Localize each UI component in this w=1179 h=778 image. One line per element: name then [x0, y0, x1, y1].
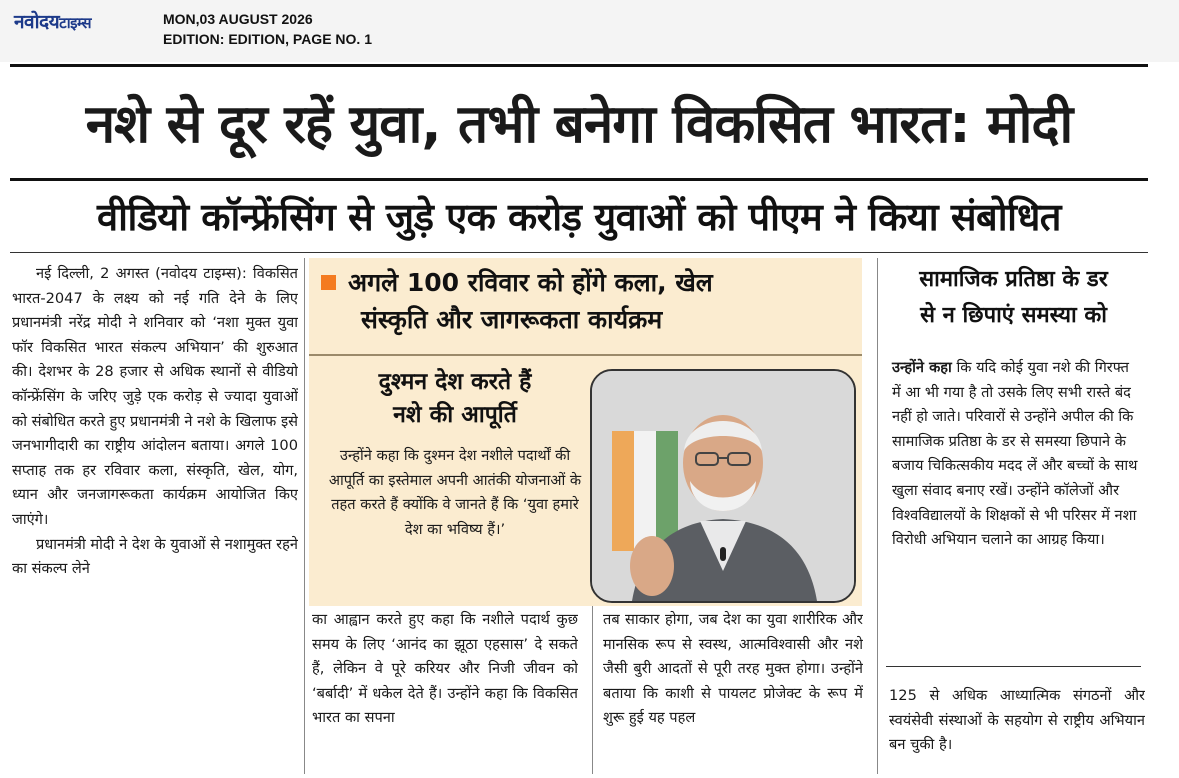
article-column-1 [12, 262, 298, 774]
top-divider [10, 64, 1148, 67]
subheadline-divider [10, 252, 1148, 253]
sidebar-box [886, 260, 1141, 665]
article-headline: नशे से दूर रहें युवा, तभी बनेगा विकसित भारत: मोदी [85, 94, 1073, 155]
speaker-photo[interactable] [590, 369, 856, 603]
article-subheadline: वीडियो कॉन्फ्रेंसिंग से जुड़े एक करोड़ युवाओं को पीएम ने किया संबोधित [97, 195, 1061, 239]
headline-divider [10, 178, 1148, 181]
newspaper-logo[interactable] [14, 8, 91, 34]
portrait-illustration [592, 371, 854, 601]
highlight-title-line-1: अगले 100 रविवार को होंगे कला, खेल [348, 268, 713, 297]
column-divider-1 [304, 258, 305, 774]
masthead-bar [0, 0, 1179, 62]
edition-date: MON,03 AUGUST 2026 [163, 11, 313, 27]
sidebar-text-lead: उन्होंने कहा [892, 359, 952, 376]
column-1-paragraph-1: नई दिल्ली, 2 अगस्त (नवोदय टाइम्स): विकसित भारत-2047 के लक्ष्य को नई गति देने के लिए प्रधानमंत्री नरेंद्र मोदी ने शनिवार को ‘नशा मुक्त युवा फॉर विकसित भारत संकल्प अभियान’ की शुरुआत की। देशभर के 28 हजार से अधिक स्थानों से वीडियो कॉन्फ्रेंसिंग के जरिए जुड़े एक करोड़ से ज्यादा युवाओं को संबोधित करते हुए प्रधानमंत्री ने नशे के खिलाफ इसे जनभागीदारी का राष्ट्रीय आंदोलन बताया। अगले 100 सप्ताह तक हर रविवार कला, संस्कृति, खेल, योग, ध्यान और जनजागरूकता कार्यक्रम आयोजित किए जाएंगे। [12, 265, 298, 528]
highlight-subtitle-line-2: नशे की आपूर्ति [393, 402, 517, 428]
sidebar-title-line-1: सामाजिक प्रतिष्ठा के डर [919, 267, 1108, 292]
article-column-3: तब साकार होगा, जब देश का युवा शारीरिक और मानसिक रूप से स्वस्थ, आत्मविश्वासी और नशे जैसी बुरी आदतों से पूरी तरह मुक्त होगा। उन्होंने बताया कि काशी से पायलट प्रोजेक्ट के रूप में शुरू हुई यह पहल [603, 611, 863, 727]
article-column-2: का आह्वान करते हुए कहा कि नशीले पदार्थ कुछ समय के लिए ‘आनंद का झूठा एहसास’ दे सकते हैं, लेकिन वे पूरे करियर और निजी जीवन को ‘बर्बादी’ में धकेल देते हैं। उन्होंने कहा कि विकसित भारत का सपना [312, 611, 578, 727]
highlight-subtitle-line-1: दुश्मन देश करते हैं [378, 369, 532, 395]
highlight-box-title [321, 264, 851, 338]
sidebar-title [886, 262, 1141, 334]
column-1-paragraph-2: प्रधानमंत्री मोदी ने देश के युवाओं से नशामुक्त रहने का संकल्प लेने [12, 535, 298, 578]
sidebar-text-rest: कि यदि कोई युवा नशे की गिरफ्त में आ भी गया है तो उसके लिए सभी रास्ते बंद नहीं हो जाते। परिवारों से उन्होंने अपील की कि सामाजिक प्रतिष्ठा के डर से समस्या छिपाने के बजाय चिकित्सकीय मदद लें और बच्चों के साथ खुला संवाद बनाए रखें। उन्होंने कॉलेजों और विश्वविद्यालयों के शिक्षकों से भी परिसर में नशा विरोधी अभियान चलाने का आग्रह किया। [892, 359, 1138, 549]
logo-main-text: नवोदय [14, 11, 60, 33]
logo-sub-text: टाइम्स [59, 14, 91, 32]
highlight-box-subtitle [323, 366, 587, 432]
edition-page: EDITION: EDITION, PAGE NO. 1 [163, 31, 372, 47]
column-divider-2 [592, 606, 593, 774]
sidebar-text [892, 356, 1140, 553]
sidebar-title-line-2: से न छिपाएं समस्या को [920, 303, 1107, 328]
highlight-box-text: उन्होंने कहा कि दुश्मन देश नशीले पदार्थों की आपूर्ति का इस्तेमाल अपनी आतंकी योजनाओं के तहत करते हैं क्योंकि वे जानते हैं कि ‘युवा हमारे देश का भविष्य हैं।’ [328, 447, 582, 538]
sidebar-divider [886, 666, 1141, 667]
edition-meta [163, 9, 372, 49]
article-column-4: 125 से अधिक आध्यात्मिक संगठनों और स्वयंसेवी संस्थाओं के सहयोग से राष्ट्रीय अभियान बन चुकी है। [889, 687, 1145, 754]
square-bullet-icon [321, 275, 336, 290]
highlight-box [309, 258, 862, 606]
highlight-box-divider [309, 354, 862, 356]
column-divider-3 [877, 258, 878, 774]
highlight-title-line-2: संस्कृति और जागरूकता कार्यक्रम [361, 305, 663, 334]
